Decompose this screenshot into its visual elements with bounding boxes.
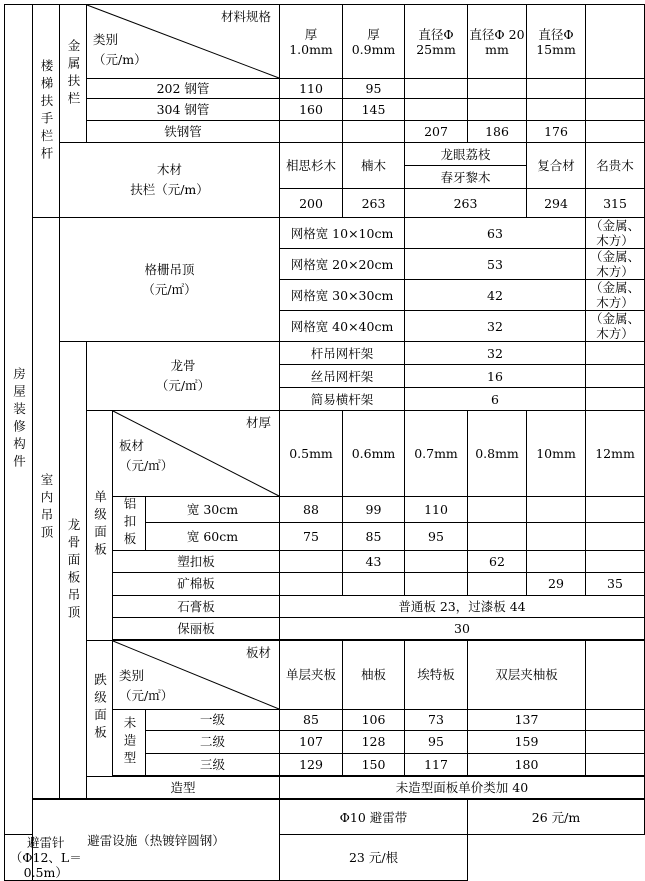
grid-ceiling-label bbox=[60, 218, 280, 342]
level-label: 二级 bbox=[146, 730, 280, 753]
shaped-label: 造型 bbox=[87, 776, 280, 798]
metal-row-name: 铁钢管 bbox=[87, 121, 280, 143]
metal-row-name: 202 钢管 bbox=[87, 79, 280, 99]
empty-cell bbox=[586, 730, 645, 753]
empty-cell bbox=[586, 550, 645, 572]
metal-row-value: 207 bbox=[405, 121, 468, 143]
mineral-price: 29 bbox=[527, 572, 586, 595]
aluminum-price: 75 bbox=[280, 523, 343, 550]
empty-cell bbox=[527, 497, 586, 523]
keel-unit: （元/㎡） bbox=[155, 378, 211, 393]
diag-category-label: 类别 bbox=[119, 667, 145, 683]
grid-spec: 网格宽 20×20cm bbox=[280, 249, 405, 280]
ceiling-group-label: 室内吊顶 bbox=[33, 218, 60, 799]
keel-type: 杆吊网杆架 bbox=[280, 342, 405, 365]
aluminum-panel-label: 铝扣板 bbox=[113, 497, 146, 551]
keel-type: 丝吊网杆架 bbox=[280, 365, 405, 388]
wood-price: 263 bbox=[405, 189, 527, 218]
empty-cell bbox=[468, 572, 527, 595]
empty-cell bbox=[405, 550, 468, 572]
multi-price: 95 bbox=[405, 730, 468, 753]
keel-group-label: 龙骨面板吊顶 bbox=[60, 342, 87, 799]
metal-row-value: 186 bbox=[468, 121, 527, 143]
grid-note: （金属、木方） bbox=[586, 280, 645, 311]
empty-cell bbox=[586, 5, 645, 79]
wood-price: 315 bbox=[586, 189, 645, 218]
baoli-panel-name: 保丽板 bbox=[113, 617, 280, 639]
metal-row-value: 176 bbox=[527, 121, 586, 143]
multi-price: 106 bbox=[343, 709, 405, 730]
keel-price: 6 bbox=[405, 388, 586, 411]
mineral-price: 35 bbox=[586, 572, 645, 595]
empty-cell bbox=[468, 523, 527, 550]
grid-note: （金属、木方） bbox=[586, 311, 645, 342]
wood-type: 春牙黎木 bbox=[405, 166, 527, 189]
multi-price: 150 bbox=[343, 753, 405, 775]
grid-unit: （元/㎡） bbox=[142, 281, 197, 297]
grid-price: 53 bbox=[405, 249, 586, 280]
metal-row-value bbox=[527, 79, 586, 99]
aluminum-price: 88 bbox=[280, 497, 343, 523]
empty-cell bbox=[405, 572, 468, 595]
empty-cell bbox=[280, 550, 343, 572]
diag-unit-label: （元/㎡） bbox=[119, 687, 174, 703]
grid-note: （金属、木方） bbox=[586, 249, 645, 280]
diag-spec-label: 材料规格 bbox=[220, 9, 271, 24]
multi-col-header: 埃特板 bbox=[405, 640, 468, 709]
grid-spec: 网格宽 30×30cm bbox=[280, 280, 405, 311]
wood-type: 名贵木 bbox=[586, 143, 645, 189]
empty-cell bbox=[586, 99, 645, 121]
multi-price: 107 bbox=[280, 730, 343, 753]
gypsum-panel-name: 石膏板 bbox=[113, 595, 280, 617]
multi-col-header: 单层夹板 bbox=[280, 640, 343, 709]
lightning-label: 避雷设施（热镀锌圆钢） bbox=[33, 800, 280, 881]
metal-row-value: 110 bbox=[280, 79, 343, 99]
metal-row-value bbox=[280, 121, 343, 143]
shaped-note: 未造型面板单价类加 40 bbox=[280, 776, 645, 798]
plastic-price: 43 bbox=[343, 550, 405, 572]
aluminum-width: 宽 60cm bbox=[146, 523, 280, 550]
wood-price: 263 bbox=[343, 189, 405, 218]
aluminum-width: 宽 30cm bbox=[146, 497, 280, 523]
thickness-header: 12mm bbox=[586, 411, 645, 497]
wood-label: 木材 bbox=[156, 162, 182, 177]
baoli-price: 30 bbox=[280, 617, 645, 639]
grid-price: 63 bbox=[405, 218, 586, 249]
metal-row-name: 304 钢管 bbox=[87, 99, 280, 121]
level-label: 三级 bbox=[146, 753, 280, 775]
wood-type: 龙眼荔枝 bbox=[405, 143, 527, 166]
empty-cell bbox=[586, 121, 645, 143]
diag-thickness-label: 材厚 bbox=[245, 415, 271, 430]
empty-cell bbox=[586, 640, 645, 709]
multi-col-header: 柚板 bbox=[343, 640, 405, 709]
multi-price: 137 bbox=[468, 709, 586, 730]
diag-material-label: 板材 bbox=[245, 644, 271, 660]
empty-cell bbox=[468, 497, 527, 523]
metal-row-value: 95 bbox=[343, 79, 405, 99]
multi-price: 159 bbox=[468, 730, 586, 753]
spec-header: 直径Φ 15mm bbox=[527, 5, 586, 79]
grid-spec: 网格宽 10×10cm bbox=[280, 218, 405, 249]
empty-cell bbox=[343, 572, 405, 595]
thickness-header: 0.7mm bbox=[405, 411, 468, 497]
grid-price: 32 bbox=[405, 311, 586, 342]
aluminum-price: 110 bbox=[405, 497, 468, 523]
grid-note: （金属、木方） bbox=[586, 218, 645, 249]
diag-unit-label: （元/m） bbox=[93, 52, 147, 67]
multi-level-label: 跌级面板 bbox=[87, 640, 113, 776]
multi-price: 85 bbox=[280, 709, 343, 730]
metal-row-value bbox=[405, 99, 468, 121]
metal-row-value bbox=[405, 79, 468, 99]
diag-category-label: 类别 bbox=[93, 32, 119, 47]
empty-cell bbox=[586, 365, 645, 388]
empty-cell bbox=[586, 388, 645, 411]
metal-railing-label: 金属扶栏 bbox=[60, 5, 87, 143]
multi-price: 128 bbox=[343, 730, 405, 753]
unshaped-label: 未造型 bbox=[113, 709, 146, 775]
lightning-price: 26 元/m bbox=[468, 800, 645, 835]
keel-price: 16 bbox=[405, 365, 586, 388]
grid-price: 42 bbox=[405, 280, 586, 311]
spec-header: 厚 0.9mm bbox=[343, 5, 405, 79]
multi-price: 73 bbox=[405, 709, 468, 730]
gypsum-price: 普通板 23，过漆板 44 bbox=[280, 595, 645, 617]
empty-cell bbox=[280, 572, 343, 595]
thickness-header: 0.6mm bbox=[343, 411, 405, 497]
mineral-panel-name: 矿棉板 bbox=[113, 572, 280, 595]
diag-unit-label: （元/㎡） bbox=[119, 458, 174, 473]
spec-header: 直径Φ 25mm bbox=[405, 5, 468, 79]
single-diagonal-header bbox=[113, 411, 280, 497]
empty-cell bbox=[527, 550, 586, 572]
stairs-group-label: 楼梯扶手栏杆 bbox=[33, 5, 60, 218]
metal-row-value bbox=[527, 99, 586, 121]
keel-label-cell bbox=[87, 342, 280, 411]
wood-unit: 扶栏（元/m） bbox=[130, 182, 209, 197]
empty-cell bbox=[586, 342, 645, 365]
lightning-price: 23 元/根 bbox=[280, 835, 468, 881]
keel-price: 32 bbox=[405, 342, 586, 365]
aluminum-price: 99 bbox=[343, 497, 405, 523]
wood-type: 复合材 bbox=[527, 143, 586, 189]
aluminum-price: 95 bbox=[405, 523, 468, 550]
spec-header: 厚 1.0mm bbox=[280, 5, 343, 79]
multi-col-header: 双层夹柚板 bbox=[468, 640, 586, 709]
empty-cell bbox=[586, 79, 645, 99]
thickness-header: 0.5mm bbox=[280, 411, 343, 497]
empty-cell bbox=[586, 709, 645, 730]
empty-cell bbox=[527, 523, 586, 550]
metal-row-value bbox=[343, 121, 405, 143]
empty-cell bbox=[586, 523, 645, 550]
thickness-header: 10mm bbox=[527, 411, 586, 497]
lightning-item: Φ10 避雷带 bbox=[280, 800, 468, 835]
multi-price: 180 bbox=[468, 753, 586, 775]
metal-row-value bbox=[468, 79, 527, 99]
metal-row-value: 145 bbox=[343, 99, 405, 121]
plastic-panel-name: 塑扣板 bbox=[113, 550, 280, 572]
grid-spec: 网格宽 40×40cm bbox=[280, 311, 405, 342]
empty-cell bbox=[586, 497, 645, 523]
grid-label: 格栅吊顶 bbox=[144, 261, 195, 277]
multi-price: 117 bbox=[405, 753, 468, 775]
aluminum-price: 85 bbox=[343, 523, 405, 550]
multi-diagonal-header bbox=[113, 640, 280, 709]
thickness-header: 0.8mm bbox=[468, 411, 527, 497]
wood-price: 294 bbox=[527, 189, 586, 218]
lightning-item: 避雷针（Φ12、L＝0.5m） bbox=[5, 835, 87, 881]
level-label: 一级 bbox=[146, 709, 280, 730]
multi-price: 129 bbox=[280, 753, 343, 775]
price-table bbox=[4, 4, 645, 881]
diag-material-label: 板材 bbox=[119, 438, 145, 453]
wood-railing-label bbox=[60, 143, 280, 218]
wood-type: 相思杉木 bbox=[280, 143, 343, 189]
keel-type: 简易横杆架 bbox=[280, 388, 405, 411]
wood-type: 楠木 bbox=[343, 143, 405, 189]
metal-row-value bbox=[468, 99, 527, 121]
spec-header: 直径Φ 20 mm bbox=[468, 5, 527, 79]
house-group-label: 房屋装修构件 bbox=[5, 5, 33, 835]
single-level-label: 单级面板 bbox=[87, 411, 113, 641]
empty-cell bbox=[586, 753, 645, 775]
plastic-price: 62 bbox=[468, 550, 527, 572]
metal-row-value: 160 bbox=[280, 99, 343, 121]
wood-price: 200 bbox=[280, 189, 343, 218]
keel-label: 龙骨 bbox=[170, 358, 196, 373]
metal-diagonal-header bbox=[87, 5, 280, 79]
